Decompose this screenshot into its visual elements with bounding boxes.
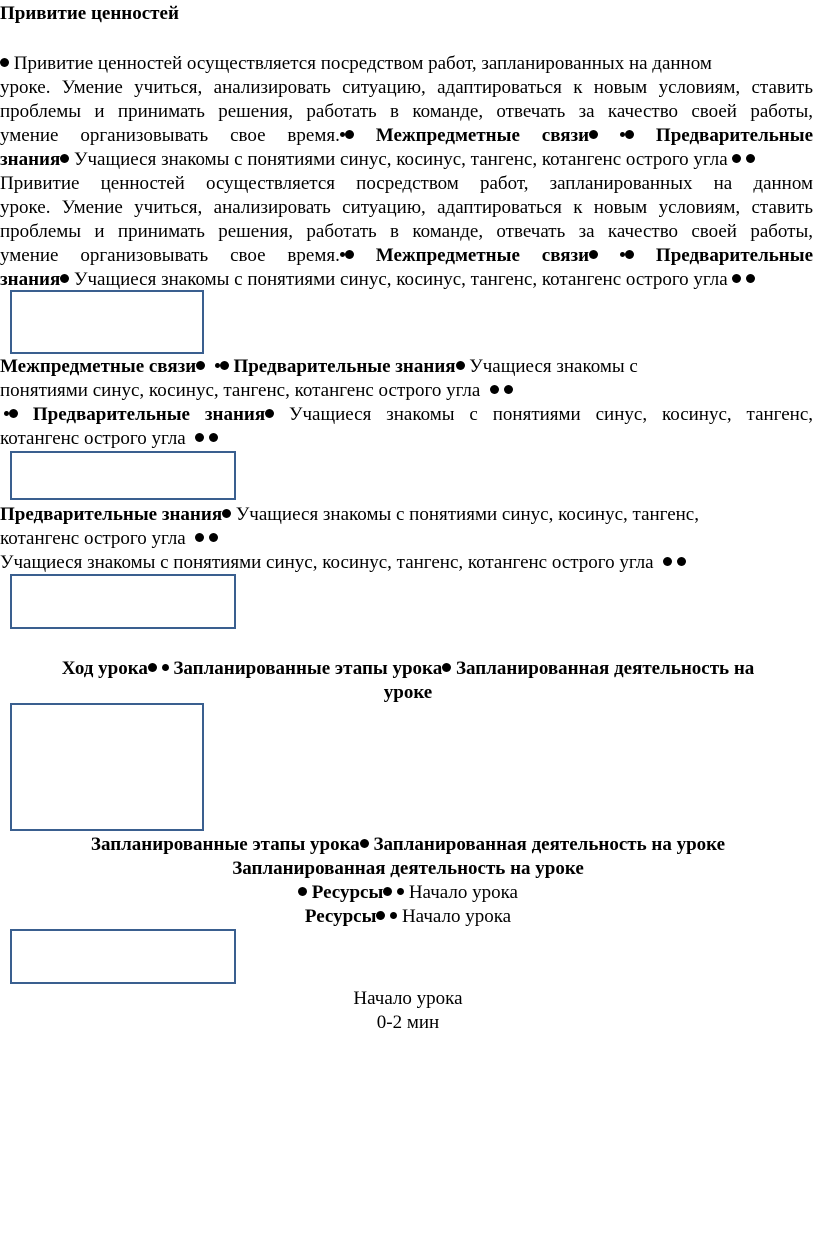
bullet-icon <box>360 839 369 848</box>
resources-line: Ресурсы Начало урока <box>0 881 816 905</box>
planned-stages-line: Запланированные этапы урока Запланированная деятельность на уроке <box>90 834 726 855</box>
prior-knowledge-line-b: знания Учащиеся знакомы с понятиями синус, косинус, тангенс, котангенс острого угла <box>0 268 755 292</box>
bullet-icon <box>162 664 169 671</box>
bullet-icon <box>390 912 397 919</box>
bullet-icon <box>746 274 755 283</box>
bullet-icon <box>663 557 672 566</box>
bullet-icon <box>456 361 465 370</box>
bullet-icon <box>209 533 218 542</box>
duration: 0-2 мин <box>376 1012 440 1033</box>
bullet-icon <box>589 130 598 139</box>
bullet-icon <box>732 154 741 163</box>
values-line-3: проблемы и принимать решения, работать в команде, отвечать за качество своей работы, <box>0 101 813 122</box>
bullet-icon <box>746 154 755 163</box>
bullet-icon <box>298 887 307 896</box>
empty-frame <box>10 929 236 984</box>
empty-frame <box>10 451 236 500</box>
bullet-icon <box>490 385 499 394</box>
bullet-icon <box>504 385 513 394</box>
bullet-icon <box>265 409 274 418</box>
bullet-icon <box>397 888 404 895</box>
lesson-start: Начало урока <box>353 988 463 1009</box>
bullet-icon <box>209 433 218 442</box>
resources-line-b: Ресурсы Начало урока <box>304 906 512 927</box>
bullet-icon <box>345 130 354 139</box>
bullet-icon <box>0 58 9 67</box>
empty-frame <box>10 574 236 629</box>
bullet-icon <box>345 250 354 259</box>
bullet-icon <box>148 663 157 672</box>
prior-knowledge-line-g: Учащиеся знакомы с понятиями синус, косинус, тангенс, котангенс острого угла <box>0 551 686 575</box>
empty-frame <box>10 290 204 354</box>
lesson-heading-cont: уроке <box>383 682 433 703</box>
bullet-icon <box>625 250 634 259</box>
prior-knowledge-line-e: Предварительные знания Учащиеся знакомы с понятиями синус, косинус, тангенс, <box>0 504 699 525</box>
prior-knowledge-text-line: понятиями синус, косинус, тангенс, котангенс острого угла <box>0 379 513 403</box>
prior-knowledge-line: знания Учащиеся знакомы с понятиями синус, косинус, тангенс, котангенс острого угла <box>0 148 755 172</box>
bullet-icon <box>60 154 69 163</box>
bullet-icon <box>677 557 686 566</box>
bullet-icon <box>222 509 231 518</box>
values-line-2b: уроке. Умение учиться, анализировать ситуацию, адаптироваться к новым условиям, ставить <box>0 197 813 218</box>
values-line-1b: Привитие ценностей осуществляется посредством работ, запланированных на данном <box>0 173 813 194</box>
planned-activity-line: Запланированная деятельность на уроке <box>232 858 584 879</box>
bullet-icon <box>625 130 634 139</box>
values-line-4: умение организовывать свое время. Межпредметные связи Предварительные <box>0 125 814 146</box>
bullet-icon <box>196 361 205 370</box>
prior-knowledge-line-d: котангенс острого угла <box>0 427 218 451</box>
bullet-icon <box>9 409 18 418</box>
bullet-icon <box>442 663 451 672</box>
bullet-icon <box>195 533 204 542</box>
values-line-1: Привитие ценностей осуществляется посредством работ, запланированных на данном <box>0 52 712 76</box>
bullet-icon <box>195 433 204 442</box>
bullet-icon <box>383 887 392 896</box>
empty-frame <box>10 703 204 831</box>
values-line-2: уроке. Умение учиться, анализировать ситуацию, адаптироваться к новым условиям, ставить <box>0 77 813 98</box>
bullet-icon <box>589 250 598 259</box>
interdisciplinary-line: Межпредметные связи Предварительные знания Учащиеся знакомы с <box>0 356 638 377</box>
bullet-icon <box>215 363 220 368</box>
values-line-3b: проблемы и принимать решения, работать в команде, отвечать за качество своей работы, <box>0 221 813 242</box>
bullet-icon <box>376 911 385 920</box>
prior-knowledge-line-f: котангенс острого угла <box>0 527 218 551</box>
prior-knowledge-line-c: Предварительные знания Учащиеся знакомы с понятиями синус, косинус, тангенс, <box>4 403 813 427</box>
section-title: Привитие ценностей <box>0 3 179 24</box>
bullet-icon <box>220 361 229 370</box>
bullet-icon <box>732 274 741 283</box>
bullet-icon <box>60 274 69 283</box>
lesson-heading: Ход урока Запланированные этапы урока Запланированная деятельность на <box>61 658 755 679</box>
values-line-4b: умение организовывать свое время. Межпредметные связи Предварительные <box>0 245 814 266</box>
